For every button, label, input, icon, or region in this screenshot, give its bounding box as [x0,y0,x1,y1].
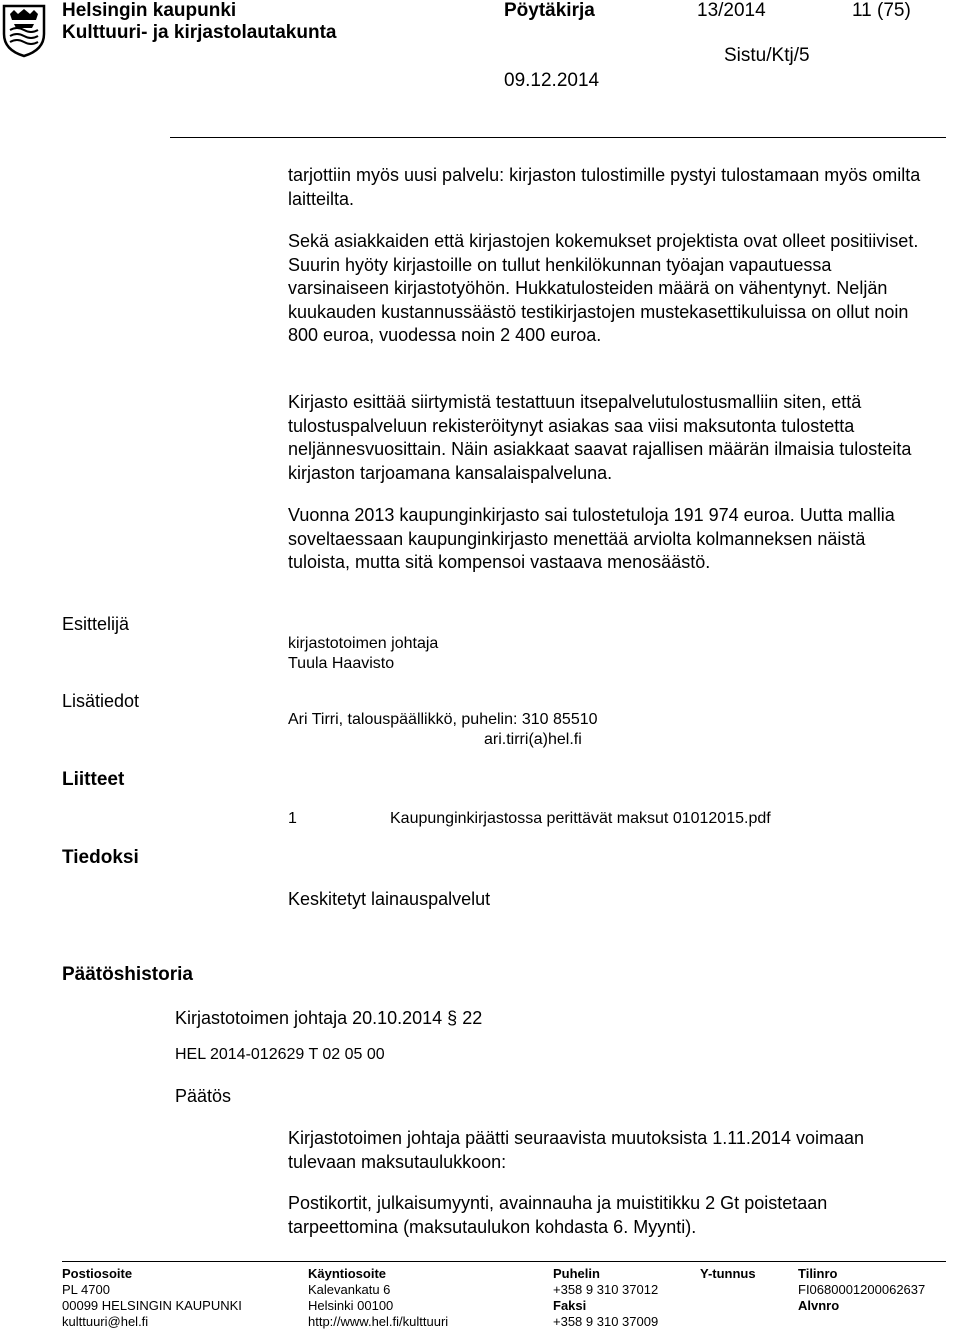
footer-ytunnus-label: Y-tunnus [700,1266,756,1281]
footer-kayntiosoite-1: Kalevankatu 6 [308,1282,391,1297]
body-paragraph-4: Vuonna 2013 kaupunginkirjasto sai tulostetuloja 191 974 euroa. Uutta mallia soveltaessaan kaupunginkirjasto menettää arviolta kolmanneksen näistä tuloista, mutta sitä kompensoi vastaava menosäästö. [288,505,895,572]
historia-reference: HEL 2014-012629 T 02 05 00 [175,1046,385,1063]
esittelija-title: kirjastotoimen johtaja [288,635,439,652]
lisatiedot-contact: Ari Tirri, talouspäällikkö, puhelin: 310 85510 [288,711,598,728]
footer-postiosoite-1: PL 4700 [62,1282,110,1297]
footer-faksi-value: +358 9 310 37009 [553,1314,659,1329]
lisatiedot-email: ari.tirri(a)hel.fi [484,731,582,748]
tiedoksi-label: Tiedoksi [62,847,139,868]
footer-puhelin-label: Puhelin [553,1266,600,1281]
tiedoksi-value: Keskitetyt lainauspalvelut [288,889,491,909]
historia-entry: Kirjastotoimen johtaja 20.10.2014 § 22 [175,1008,483,1028]
header-divider [170,137,946,138]
body-paragraph-3: Kirjasto esittää siirtymistä testattuun itsepalvelutulostusmalliin siten, että tulostuspalveluun rekisteröitynyt asiakas saa viisi maksutonta tulostetta neljännesvuosittain. Näin asiakkaat saavat rajallisen määrän ilmaisia tulosteita kirjaston tarjoamana kansalaispalveluna. [288,392,912,483]
liite-number: 1 [288,810,297,827]
liitteet-label: Liitteet [62,769,125,790]
lisatiedot-label: Lisätiedot [62,691,140,711]
paatoshistoria-label: Päätöshistoria [62,964,193,985]
board-name: Kulttuuri- ja kirjastolautakunta [62,22,337,43]
org-name: Helsingin kaupunki [62,0,237,21]
doc-type: Pöytäkirja [504,0,595,21]
footer-tilinro-value: FI0680001200062637 [798,1282,926,1297]
doc-date: 09.12.2014 [504,70,600,91]
footer-website[interactable]: http://www.hel.fi/kulttuuri [308,1314,449,1329]
esittelija-label: Esittelijä [62,614,130,634]
doc-code: Sistu/Ktj/5 [724,45,810,66]
footer-email[interactable]: kulttuuri@hel.fi [62,1314,149,1329]
footer-puhelin-value: +358 9 310 37012 [553,1282,659,1297]
footer-alvnro-label: Alvnro [798,1298,840,1313]
footer-kayntiosoite-2: Helsinki 00100 [308,1298,394,1313]
doc-number: 13/2014 [697,0,766,21]
esittelija-name: Tuula Haavisto [288,655,395,672]
body-paragraph-1: tarjottiin myös uusi palvelu: kirjaston tulostimille pystyi tulostamaan myös omilta laitteilta. [288,165,921,209]
paatos-label: Päätös [175,1086,232,1106]
paatos-paragraph-1: Kirjastotoimen johtaja päätti seuraavista muutoksista 1.11.2014 voimaan tulevaan maksutaulukkoon: [288,1128,864,1172]
footer-postiosoite-label: Postiosoite [62,1266,133,1281]
footer-divider [62,1261,946,1262]
body-paragraph-2: Sekä asiakkaiden että kirjastojen kokemukset projektista ovat olleet positiiviset. Suurin hyöty kirjastoille on tullut henkilökunnan työajan vapautuessa varsinaiseen kirjastotyöhön. Hukkatulosteiden määrä on vähentynyt. Neljän kuukauden kustannussäästö testikirjastojen mustekasettikuluissa on ollut noin 800 euroa, vuodessa noin 2 400 euroa. [288,231,919,345]
page-number: 11 (75) [852,0,911,21]
footer-tilinro-label: Tilinro [798,1266,838,1281]
footer-kayntiosoite-label: Käyntiosoite [308,1266,387,1281]
footer-postiosoite-2: 00099 HELSINGIN KAUPUNKI [62,1298,242,1313]
city-crest-logo [2,4,46,58]
footer-faksi-label: Faksi [553,1298,587,1313]
liite-link[interactable]: Kaupunginkirjastossa perittävät maksut 01012015.pdf [390,810,771,827]
paatos-paragraph-2: Postikortit, julkaisumyynti, avainnauha ja muistitikku 2 Gt poistetaan tarpeettomina (maksutaulukon kohdasta 6. Myynti). [288,1193,828,1237]
